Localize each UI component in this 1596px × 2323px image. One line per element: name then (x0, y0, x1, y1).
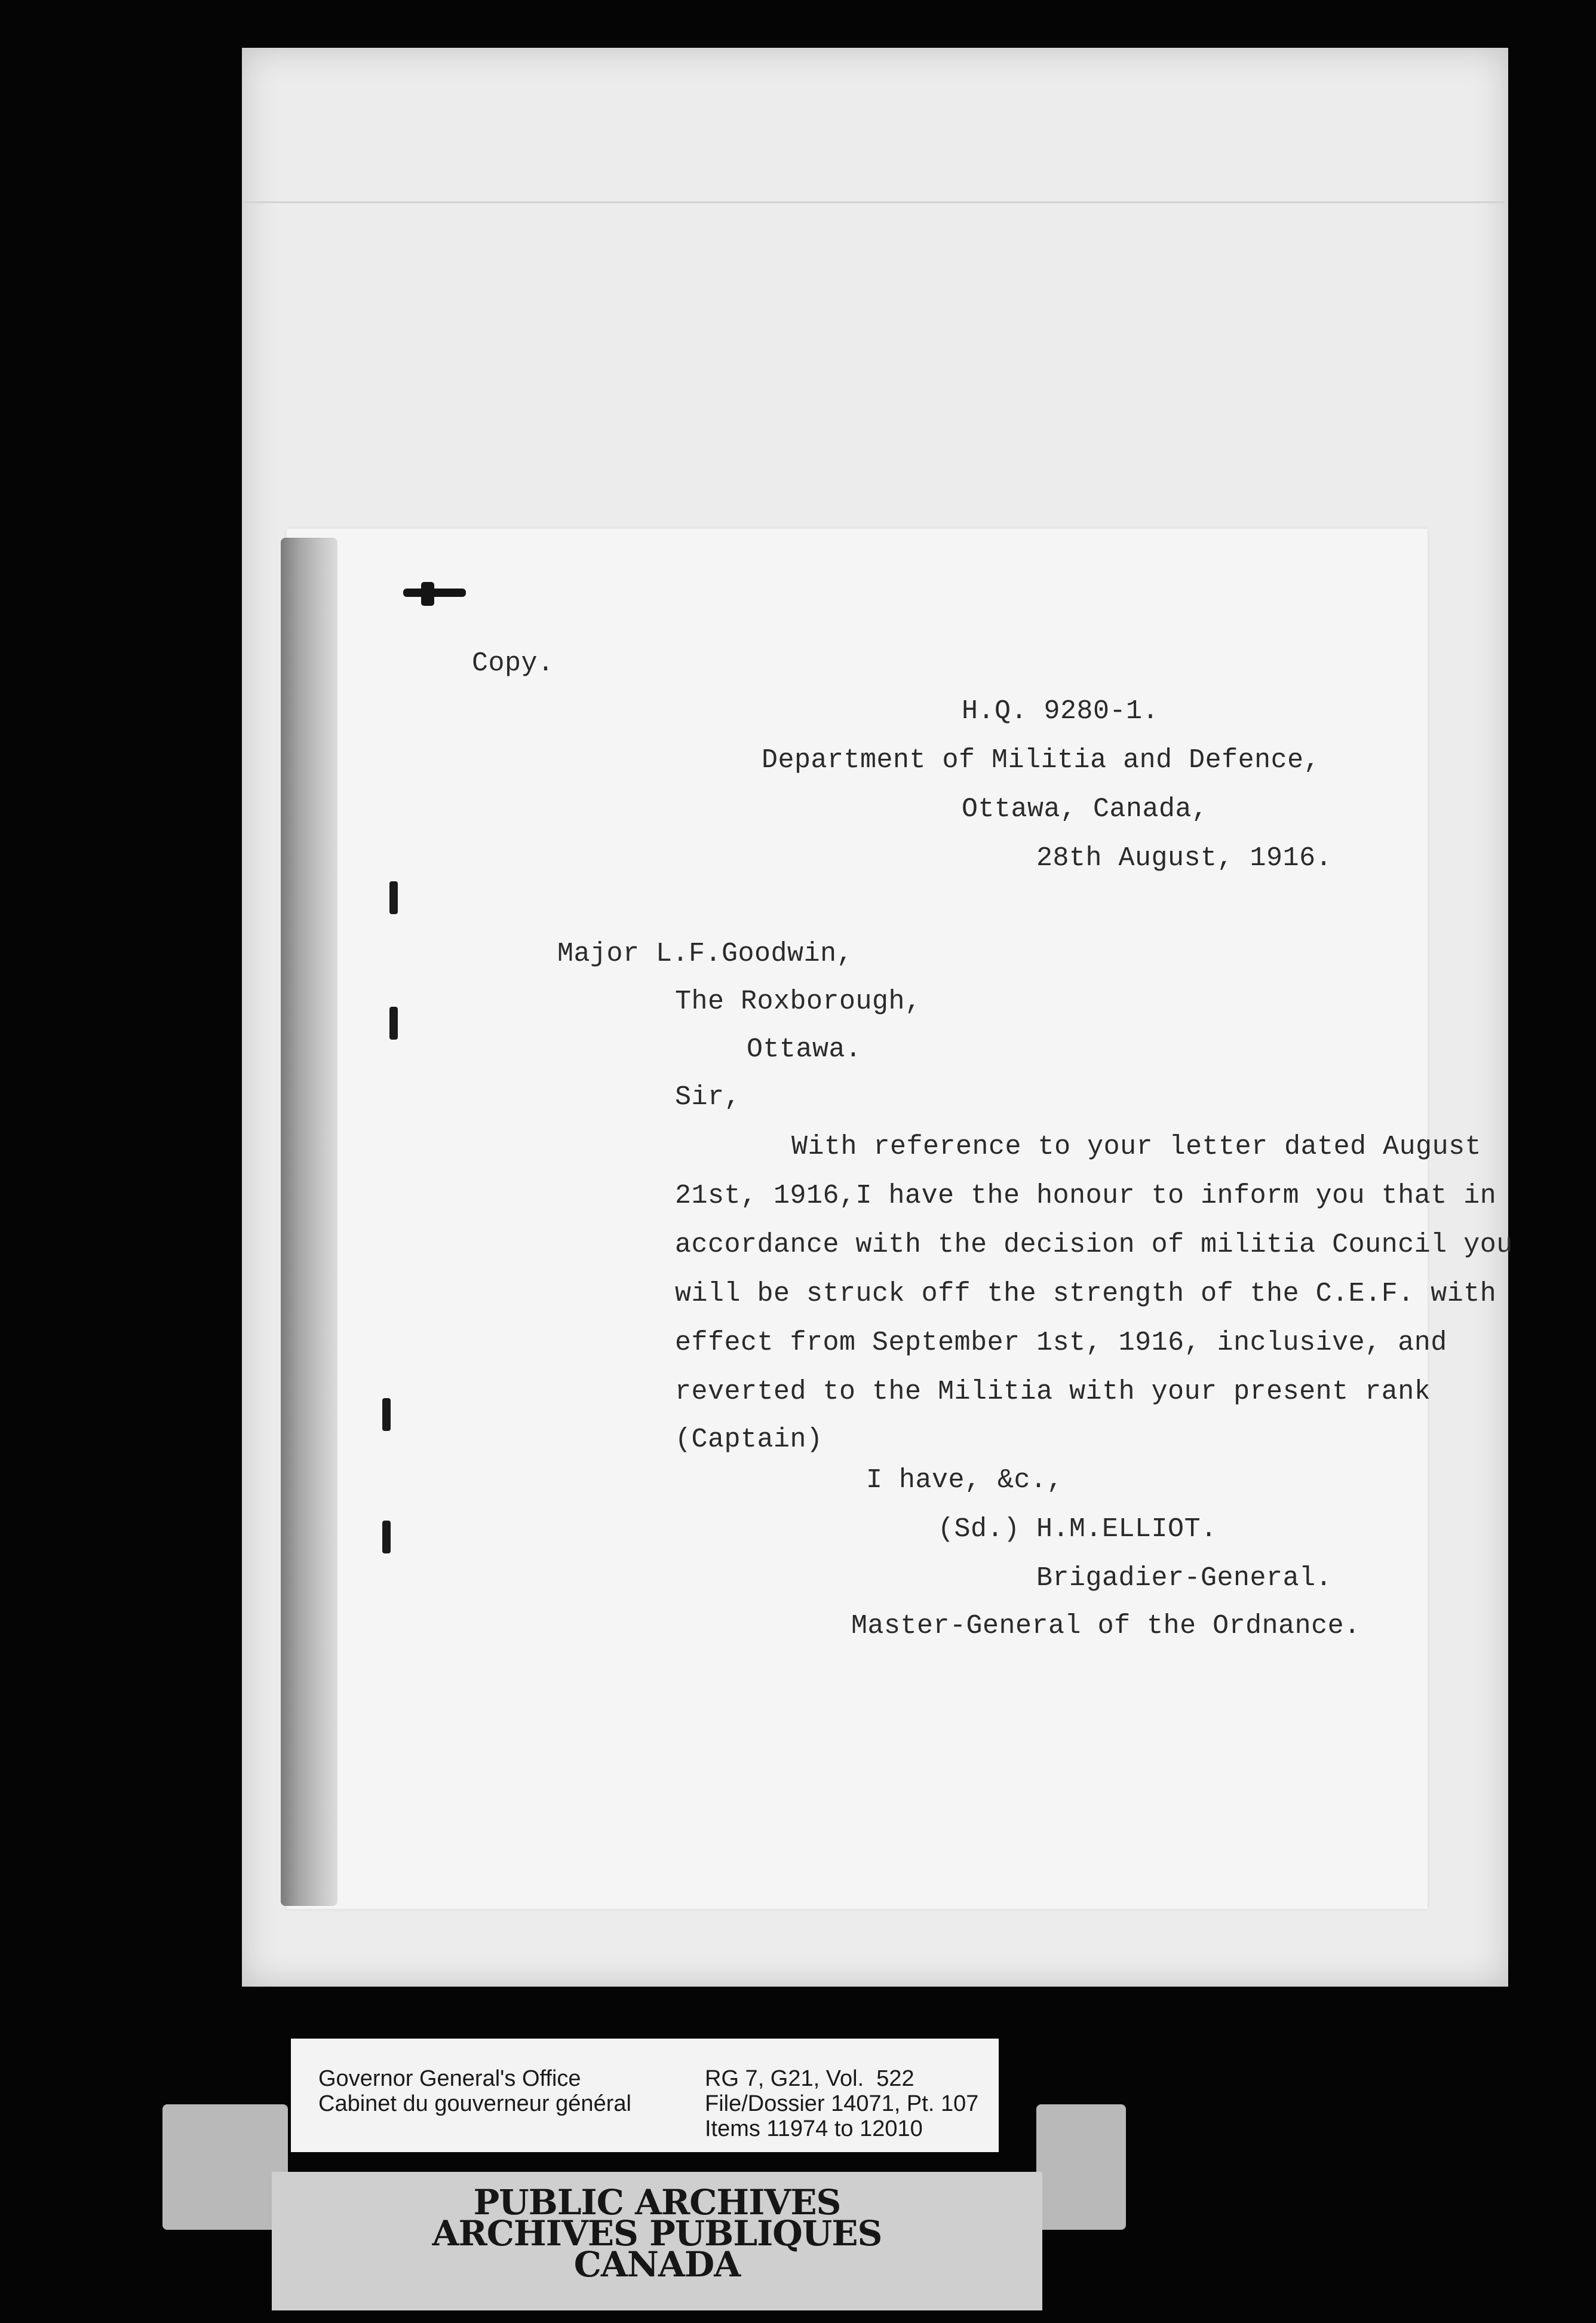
salutation: Sir, (675, 1082, 741, 1113)
file-dossier-reference: File/Dossier 14071, Pt. 107 (705, 2091, 979, 2116)
copy-label: Copy. (472, 648, 554, 679)
letter-date: 28th August, 1916. (1036, 843, 1333, 874)
punch-hole-mark (382, 1398, 391, 1431)
addressee-name: Major L.F.Goodwin, (557, 939, 854, 969)
signature: (Sd.) H.M.ELLIOT. (938, 1514, 1217, 1544)
sender-city: Ottawa, Canada, (962, 794, 1208, 825)
body-line: effect from September 1st, 1916, inclusive, and (675, 1328, 1447, 1358)
punch-hole-mark (389, 1007, 398, 1040)
addressee-city: Ottawa. (747, 1034, 862, 1065)
binder-clip-mark (403, 589, 466, 597)
body-line: accordance with the decision of militia Council you (675, 1230, 1513, 1260)
office-english: Governor General's Office (318, 2066, 581, 2091)
record-group-reference: RG 7, G21, Vol. 522 (705, 2066, 914, 2091)
film-holder-clip (162, 2104, 288, 2230)
body-line: reverted to the Militia with your present rank (675, 1377, 1431, 1407)
letter-sheet (287, 529, 1428, 1909)
punch-hole-mark (389, 881, 398, 914)
stamp-line-french: ARCHIVES PUBLIQUES (432, 2213, 882, 2254)
stamp-line-country: CANADA (573, 2244, 741, 2285)
body-line: With reference to your letter dated August (791, 1132, 1482, 1162)
signer-rank: Brigadier-General. (1036, 1563, 1333, 1593)
film-holder-clip (1036, 2104, 1126, 2230)
stamp-line-english: PUBLIC ARCHIVES (473, 2182, 841, 2223)
body-line: will be struck off the strength of the C.E.F. with (675, 1279, 1497, 1309)
office-french: Cabinet du gouverneur général (318, 2091, 631, 2116)
items-range: Items 11974 to 12010 (705, 2116, 923, 2141)
binder-clip-knob (421, 582, 434, 606)
fold-line (245, 201, 1505, 203)
addressee-address: The Roxborough, (675, 986, 922, 1017)
body-line: (Captain) (675, 1424, 823, 1455)
punch-hole-mark (382, 1521, 391, 1553)
department-name: Department of Militia and Defence, (762, 745, 1321, 776)
signer-title: Master-General of the Ordnance. (851, 1611, 1361, 1641)
binding-strip (281, 538, 337, 1906)
closing: I have, &c., (866, 1465, 1064, 1495)
file-number: H.Q. 9280-1. (962, 696, 1159, 727)
body-line: 21st, 1916,I have the honour to inform you that in (675, 1181, 1497, 1211)
